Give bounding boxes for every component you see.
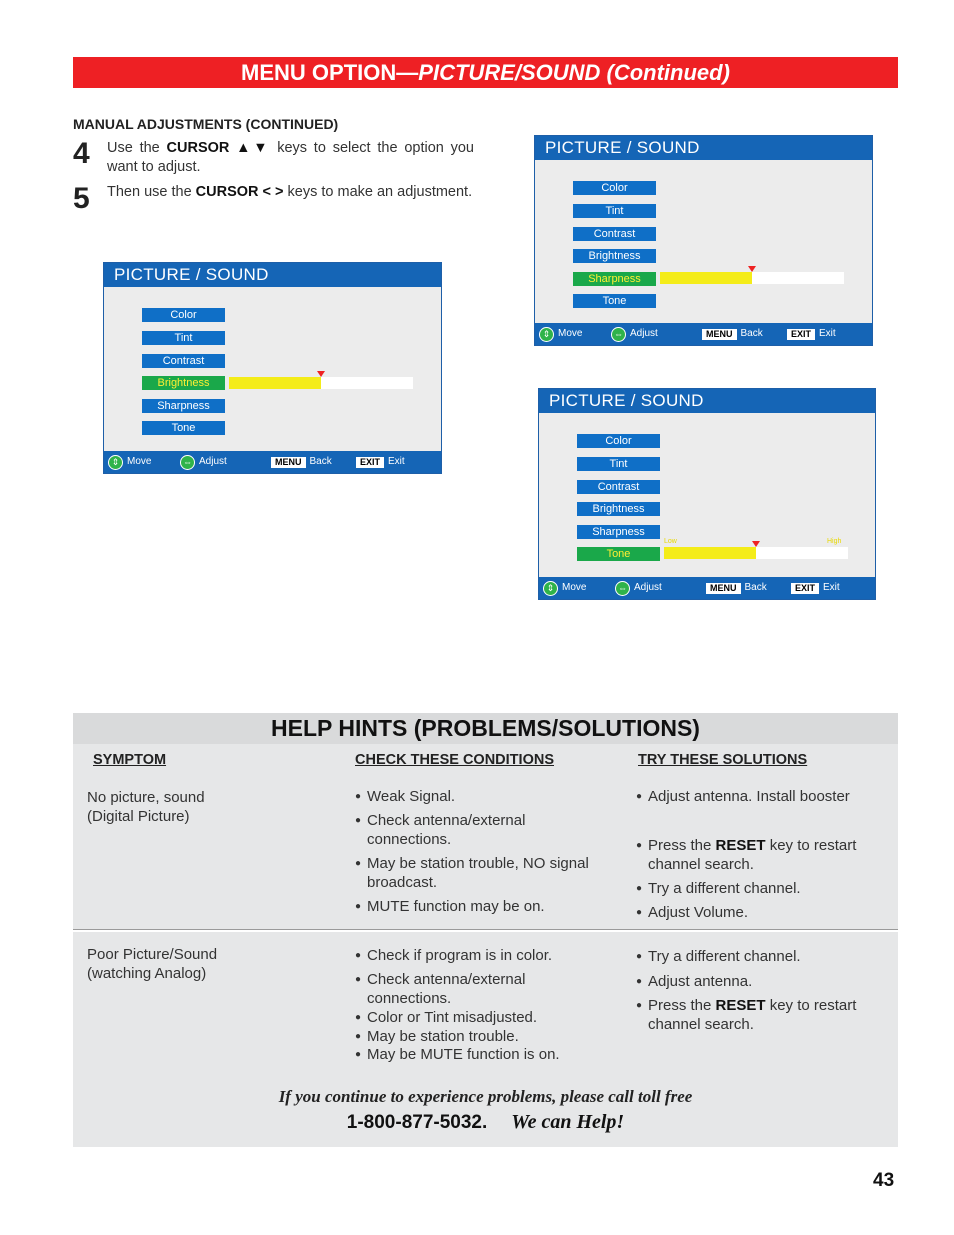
row2-condition-1: ● Check if program is in color. [355,947,552,966]
level-fill [660,272,752,284]
banner-title-italic: PICTURE/SOUND (Continued) [418,59,730,85]
row1-c2-line1: ● Check antenna/external [367,812,526,829]
menu-item-contrast: Contrast [573,227,656,241]
row2-c2-line2: connections. [367,989,452,1007]
step-4-key: CURSOR ▲▼ [166,140,271,156]
footer-move [543,577,586,599]
footer-adjust [615,577,662,599]
step-5-text [107,183,474,202]
footer-exit-label: Exit [388,456,405,467]
footer-move [539,323,582,345]
row1-condition-4: ● MUTE function may be on. [355,898,545,917]
menu-item-tint: Tint [142,331,225,345]
menu-item-brightness: Brightness [577,502,660,516]
footer-exit [356,451,405,473]
footer-adjust [611,323,658,345]
screen-footer [104,451,441,473]
footer-move [108,451,151,473]
help-title: HELP HINTS (PROBLEMS/SOLUTIONS) [73,713,898,744]
footer-adjust-label: Adjust [630,328,658,339]
footer-back-label: Back [309,456,332,467]
menu-screen-sharpness [534,135,873,346]
page-banner [73,57,898,88]
closing-message: If you continue to experience problems, please call toll free [278,1087,693,1106]
menu-screen-tone [538,388,876,600]
row1-solution-3: ● Try a different channel. [636,880,801,899]
updown-arrows-icon: ⇕ [539,327,554,342]
step-number-5: 5 [73,182,90,215]
leftright-arrows-icon: ⇔ [180,455,195,470]
footer-exit [791,577,840,599]
menu-item-sharpness: Sharpness [577,525,660,539]
menu-item-sharpness: Sharpness [142,399,225,413]
row2-solution-3 [636,997,856,1034]
col-conditions-heading: CHECK THESE CONDITIONS [355,752,554,768]
level-marker-icon [748,266,756,272]
menu-item-brightness: Brightness [142,376,225,390]
row1-c2-line2: connections. [367,830,452,848]
menu-key: MENU [706,583,741,594]
screen-title: PICTURE / SOUND [104,263,441,287]
tone-low-label: Low [664,538,677,545]
menu-screen-brightness [103,262,442,474]
row2-symptom-line2: (watching Analog) [87,964,207,982]
row2-symptom-line1: Poor Picture/Sound [87,946,218,963]
row1-solution-2 [636,837,856,874]
footer-back-label: Back [744,582,767,593]
step-4-post: keys to select the option you want to adjust. [107,140,474,175]
exit-key: EXIT [791,583,819,594]
page-number: 43 [873,1170,895,1191]
leftright-arrows-icon: ⇔ [615,581,630,596]
menu-item-tint: Tint [577,457,660,471]
footer-exit-label: Exit [823,582,840,593]
row1-c3-line2: broadcast. [367,873,438,891]
help-hints-panel [73,713,898,1147]
row1-symptom-line2: (Digital Picture) [87,807,190,825]
row2-s3-line2: channel search. [648,1015,754,1033]
exit-key: EXIT [787,329,815,340]
step-4-pre: Use the [107,140,167,156]
row2-condition-5: ● May be MUTE function is on. [355,1046,560,1065]
leftright-arrows-icon: ⇔ [611,327,626,342]
step-number-4: 4 [73,137,90,170]
menu-item-tint: Tint [573,204,656,218]
row2-s3-pre: Press the [648,997,716,1014]
footer-move-label: Move [127,456,152,467]
menu-key: MENU [702,329,737,340]
footer-adjust [180,451,227,473]
level-fill [229,377,321,389]
row1-symptom [87,789,205,826]
row1-s2-pre: Press the [648,837,716,854]
menu-item-contrast: Contrast [577,480,660,494]
footer-adjust-label: Adjust [634,582,662,593]
menu-item-tone: Tone [142,421,225,435]
row2-condition-2 [355,971,525,1008]
row1-solution-4: ● Adjust Volume. [636,904,748,923]
menu-item-tone: Tone [573,294,656,308]
footer-menu [706,577,767,599]
section-heading: MANUAL ADJUSTMENTS (CONTINUED) [73,116,339,132]
menu-item-sharpness: Sharpness [573,272,656,286]
screen-title: PICTURE / SOUND [535,136,872,160]
menu-key: MENU [271,457,306,468]
row2-solution-1: ● Try a different channel. [636,948,801,967]
we-can-help: We can Help! [511,1111,625,1133]
menu-item-tone: Tone [577,547,660,561]
row1-solution-1: ● Adjust antenna. Install booster [636,788,850,807]
row2-condition-4: ● May be station trouble. [355,1028,519,1047]
row-divider [73,929,898,932]
menu-item-color: Color [573,181,656,195]
exit-key: EXIT [356,457,384,468]
row2-s3-post: key to restart [765,997,857,1014]
footer-exit [787,323,836,345]
footer-menu [702,323,763,345]
row2-symptom [87,946,217,983]
row2-s3-key: RESET [715,997,766,1014]
row1-symptom-line1: No picture, sound [87,789,205,806]
toll-free-phone: 1-800-877-5032. [346,1112,488,1133]
menu-item-brightness: Brightness [573,249,656,263]
row1-condition-2 [355,812,525,849]
tone-high-label: High [827,538,842,545]
row1-condition-3 [355,855,589,892]
tone-level-bar [664,547,848,559]
row1-condition-1: ● Weak Signal. [355,788,455,807]
updown-arrows-icon: ⇕ [543,581,558,596]
footer-menu [271,451,332,473]
col-solutions-heading: TRY THESE SOLUTIONS [638,752,808,768]
banner-title-plain: MENU OPTION— [241,59,419,85]
footer-back-label: Back [740,328,763,339]
closing-phone-line [73,1111,898,1134]
row1-s2-line2: channel search. [648,855,754,873]
col-symptom-heading: SYMPTOM [93,752,167,768]
screen-footer [539,577,875,599]
menu-item-contrast: Contrast [142,354,225,368]
step-5-key: CURSOR < > [195,184,284,200]
level-marker-icon [317,371,325,377]
row1-s2-post: key to restart [765,837,857,854]
screen-footer [535,323,872,345]
level-fill [664,547,756,559]
footer-exit-label: Exit [819,328,836,339]
row2-solution-2: ● Adjust antenna. [636,973,752,992]
sharpness-level-bar [660,272,844,284]
row1-c3-line1: ● May be station trouble, NO signal [367,855,589,872]
step-4-text [107,139,474,177]
footer-move-label: Move [558,328,583,339]
footer-move-label: Move [562,582,587,593]
step-5-pre: Then use the [107,184,196,200]
level-marker-icon [752,541,760,547]
brightness-level-bar [229,377,413,389]
updown-arrows-icon: ⇕ [108,455,123,470]
screen-title: PICTURE / SOUND [539,389,875,413]
step-5-post: keys to make an adjustment. [283,184,473,200]
menu-item-color: Color [577,434,660,448]
row2-c2-line1: ● Check antenna/external [367,971,526,988]
row2-condition-3: ● Color or Tint misadjusted. [355,1009,537,1028]
row1-s2-key: RESET [715,837,766,854]
menu-item-color: Color [142,308,225,322]
footer-adjust-label: Adjust [199,456,227,467]
